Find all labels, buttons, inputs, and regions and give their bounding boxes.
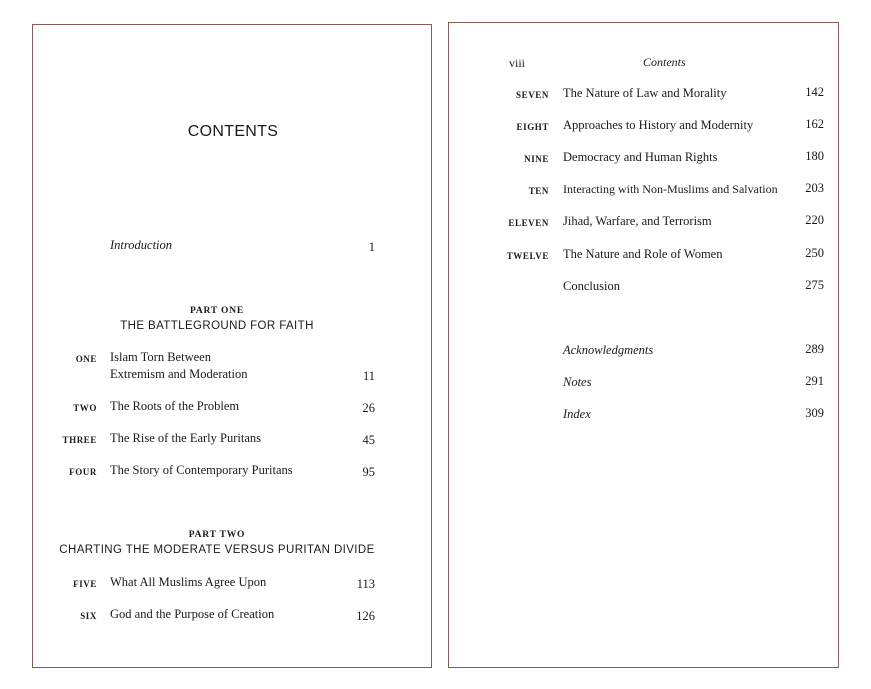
chapter-six-label: SIX [80, 611, 97, 621]
chapter-twelve-label: TWELVE [506, 251, 549, 261]
chapter-eleven-label: ELEVEN [508, 218, 549, 228]
chapter-one-title-line2: Extremism and Moderation [110, 367, 248, 381]
chapter-twelve-title: The Nature and Role of Women [563, 247, 723, 261]
index-page: 309 [805, 406, 824, 420]
index-title: Index [563, 407, 591, 421]
chapter-seven-label: SEVEN [515, 90, 549, 100]
intro-title: Introduction [110, 238, 173, 252]
intro-page: 1 [368, 240, 375, 254]
part-two-label: PART TWO [188, 530, 246, 540]
chapter-eight-page: 162 [805, 117, 824, 131]
chapter-eleven-title: Jihad, Warfare, and Terrorism [563, 214, 712, 228]
chapter-seven-title: The Nature of Law and Morality [563, 86, 727, 100]
chapter-nine-label: NINE [524, 154, 549, 164]
acknowledgments-page: 289 [805, 342, 824, 356]
folio: viii [509, 56, 526, 70]
chapter-three-page: 45 [362, 433, 375, 447]
chapter-ten-title: Interacting with Non-Muslims and Salvation [563, 182, 778, 196]
chapter-one-title-line1: Islam Torn Between [110, 350, 211, 364]
chapter-ten-page: 203 [805, 181, 824, 195]
chapter-five-title: What All Muslims Agree Upon [110, 575, 267, 589]
chapter-five-page: 113 [356, 577, 375, 591]
chapter-twelve-page: 250 [805, 246, 824, 260]
chapter-three-title: The Rise of the Early Puritans [110, 431, 262, 445]
chapter-eight-label: EIGHT [516, 122, 549, 132]
part-two-title: CHARTING THE MODERATE VERSUS PURITAN DIVIDE [59, 544, 375, 556]
chapter-four-label: FOUR [69, 467, 97, 477]
chapter-nine-page: 180 [805, 149, 824, 163]
acknowledgments-title: Acknowledgments [563, 343, 654, 357]
chapter-six-page: 126 [356, 609, 375, 623]
chapter-two-page: 26 [362, 401, 375, 415]
chapter-four-title: The Story of Contemporary Puritans [110, 463, 293, 477]
chapter-ten-label: TEN [528, 186, 549, 196]
chapter-four-page: 95 [362, 465, 375, 479]
chapter-seven-page: 142 [805, 85, 824, 99]
chapter-five-label: FIVE [73, 579, 97, 589]
notes-title: Notes [563, 375, 592, 389]
chapter-nine-title: Democracy and Human Rights [563, 150, 718, 164]
chapter-two-title: The Roots of the Problem [110, 399, 240, 413]
chapter-one-label: ONE [75, 354, 97, 364]
part-one-label: PART ONE [189, 306, 244, 316]
left-page [32, 24, 432, 668]
running-head: Contents [643, 55, 686, 69]
conclusion-title: Conclusion [563, 279, 620, 293]
conclusion-page: 275 [805, 278, 824, 292]
right-page [448, 22, 839, 668]
chapter-three-label: THREE [62, 435, 97, 445]
chapter-one-page: 11 [362, 369, 375, 383]
chapter-eleven-page: 220 [805, 213, 824, 227]
chapter-two-label: TWO [73, 403, 97, 413]
contents-heading: CONTENTS [187, 123, 279, 140]
notes-page: 291 [805, 374, 824, 388]
chapter-eight-title: Approaches to History and Modernity [563, 118, 754, 132]
chapter-six-title: God and the Purpose of Creation [110, 607, 275, 621]
part-one-title: THE BATTLEGROUND FOR FAITH [120, 320, 314, 332]
